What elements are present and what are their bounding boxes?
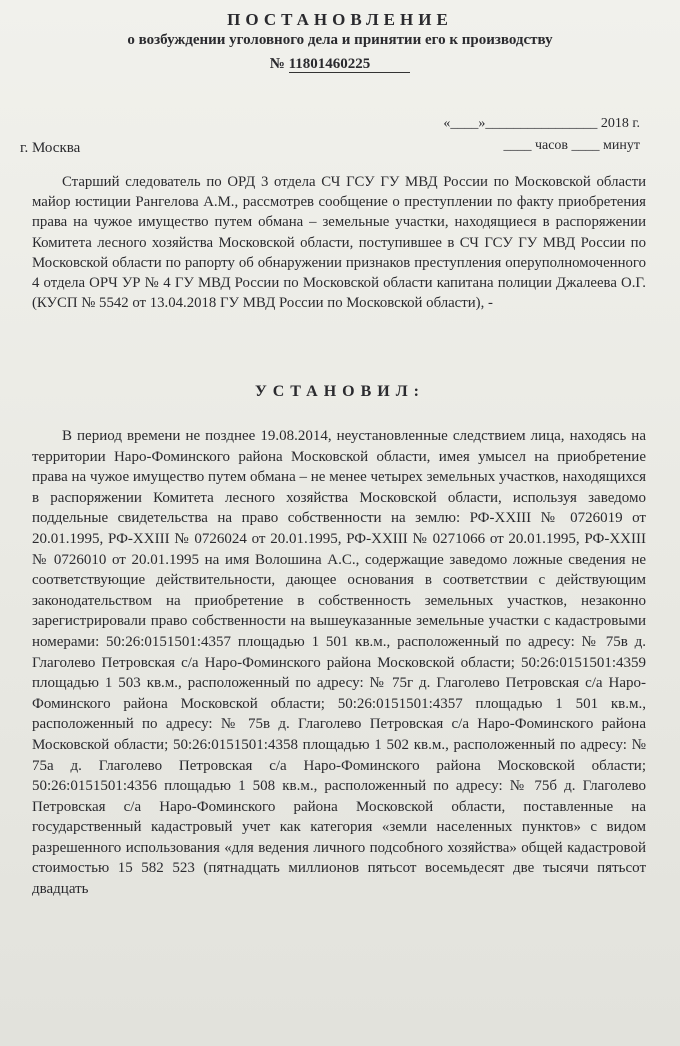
case-number-line: [0, 56, 680, 73]
document-title: ПОСТАНОВЛЕНИЕ: [227, 10, 453, 29]
body-paragraph: В период времени не позднее 19.08.2014, неустановленные следствием лица, находясь на территории Наро-Фоминского района Московской области, имея умысел на приобретение права на чужое имущество путем обмана – не менее четырех земельных участков, находящихся в распоряжении Комитета лесного хозяйства Московской области, используя заведомо поддельные свидетельства на право собственности на землю: РФ-XXIII № 0726019 от 20.01.1995, РФ-XXIII № 0726024 от 20.01.1995, РФ-XXIII № 0271066 от 20.01.1995, РФ-XXIII № 0726010 от 20.01.1995 на имя Волошина А.С., содержащие заведомо ложные сведения не соответствующие действительности, дающее основания в соответствии с действующим законодательством на приобретение в собственность земельных участков, незаконно зарегистрировали право собственности на вышеуказанные земельные участки с кадастровыми номерами: 50:26:0151501:4357 площадью 1 501 кв.м., расположенный по адресу: № 75в д. Глаголево Петровская с/а Наро-Фоминского района Московской области; 50:26:0151501:4359 площадью 1 503 кв.м., расположенный по адресу: № 75г д. Глаголево Петровская с/а Наро-Фоминского района Московской области; 50:26:0151501:4357 площадью 1 501 кв.м., расположенный по адресу: № 75в д. Глаголево Петровская с/а Наро-Фоминского района Московской области; 50:26:0151501:4358 площадью 1 502 кв.м., расположенный по адресу: № 75а д. Глаголево Петровская с/а Наро-Фоминского района Московской области; 50:26:0151501:4356 площадью 1 508 кв.м., расположенный по адресу: № 75б д. Глаголево Петровская с/а Наро-Фоминского района Московской области, поставленные на государственный кадастровый учет как категория «земли населенных пунктов» с видом разрешенного использования «для ведения личного подсобного хозяйства» общей кадастровой стоимостью 15 582 523 (пятнадцать миллионов пятьсот восемьдесят две тысячи пятьсот двадцать: [32, 428, 646, 898]
intro-paragraph: Старший следователь по ОРД 3 отдела СЧ ГСУ ГУ МВД России по Московской области майор юстиции Рангелова А.М., рассмотрев сообщение о преступлении по факту приобретения права на чужое имущество путем обмана – земельные участки, находящиеся в распоряжении Комитета лесного хозяйства Московской области, поступившее в СЧ ГСУ ГУ МВД России по Московской области по рапорту об обнаружении признаков преступления оперуполномоченного 4 отдела ОРЧ УР № 4 ГУ МВД России по Московской области капитана полиции Джалеева О.Г. (КУСП № 5542 от 13.04.2018 ГУ МВД России по Московской области), -: [32, 174, 646, 312]
city: г. Москва: [20, 140, 81, 156]
time-field: ____ часов ____ минут: [503, 138, 640, 153]
section-heading: УСТАНОВИЛ:: [255, 383, 425, 400]
case-number: 11801460225: [289, 56, 411, 73]
date-field: «____»________________ 2018 г.: [443, 116, 640, 131]
document-subtitle: о возбуждении уголовного дела и принятии его к производству: [127, 32, 553, 48]
number-sign: №: [269, 56, 285, 72]
